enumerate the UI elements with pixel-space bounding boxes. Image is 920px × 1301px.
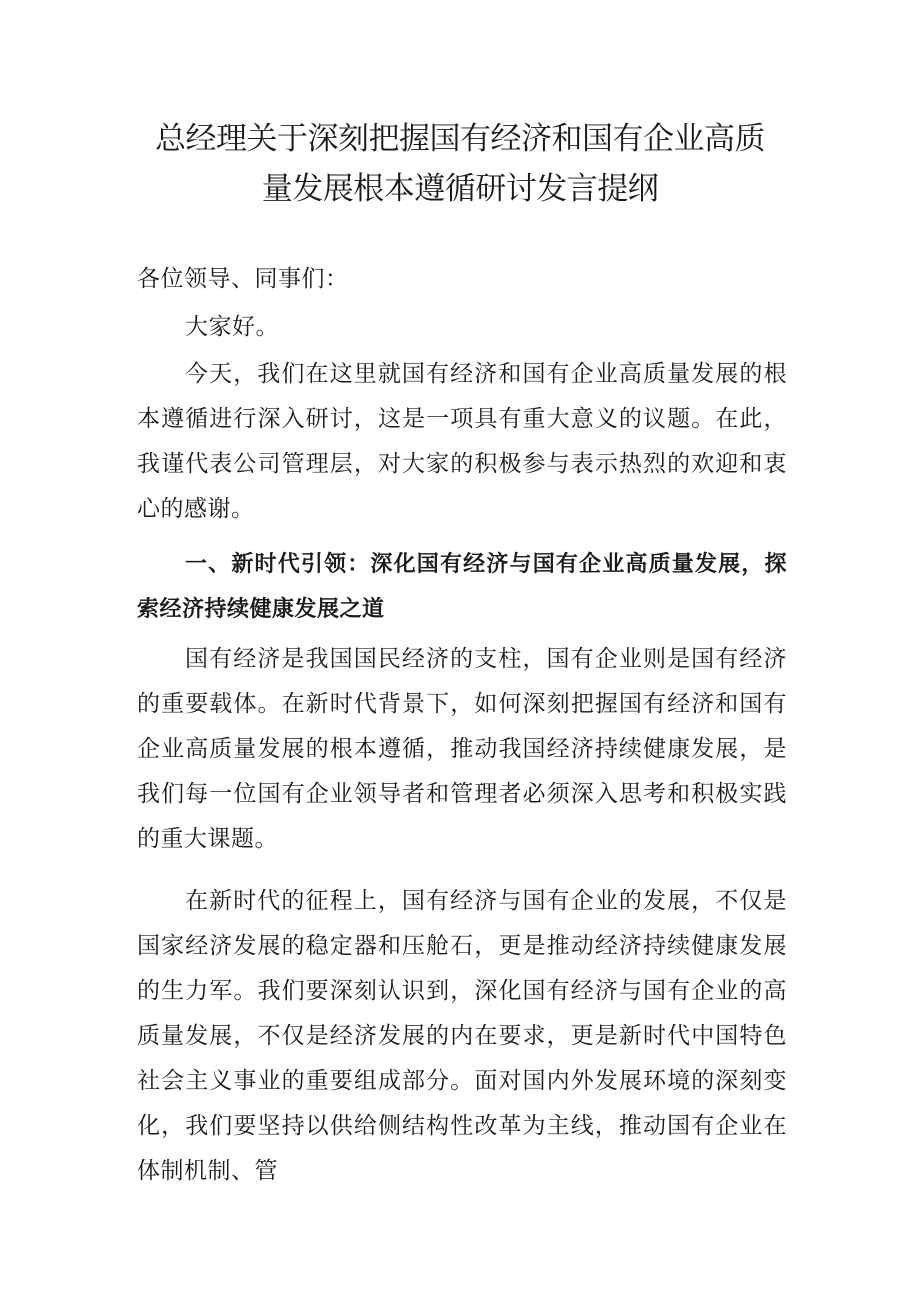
document-title-line-2: 量发展根本遵循研讨发言提纲 [261, 171, 659, 207]
paragraph-section1-a: 国有经济是我国国民经济的支柱，国有企业则是国有经济的重要载体。在新时代背景下，如何深刻把握国有经济和国有企业高质量发展的根本遵循，推动我国经济持续健康发展，是我们每一位国有企业领导者和管理者必须深入思考和积极实践的重大课题。 [137, 646, 787, 852]
paragraph-opening: 今天，我们在这里就国有经济和国有企业高质量发展的根本遵循进行深入研讨，这是一项具有重大意义的议题。在此，我谨代表公司管理层，对大家的积极参与表示热烈的欢迎和衷心的感谢。 [137, 361, 787, 522]
section-heading-1: 一、新时代引领：深化国有经济与国有企业高质量发展，探索经济持续健康发展之道 [137, 552, 787, 622]
salutation: 各位领导、同事们： [137, 266, 349, 292]
document-title-line-1: 总经理关于深刻把握国有经济和国有企业高质 [155, 121, 765, 157]
greeting: 大家好。 [185, 314, 279, 340]
paragraph-section1-b: 在新时代的征程上，国有经济与国有企业的发展，不仅是国家经济发展的稳定器和压舱石，更是推动经济持续健康发展的生力军。我们要深刻认识到，深化国有经济与国有企业的高质量发展，不仅是经济发展的内在要求，更是新时代中国特色社会主义事业的重要组成部分。面对国内外发展环境的深刻变化，我们要坚持以供给侧结构性改革为主线，推动国有企业在体制机制、管 [137, 888, 787, 1184]
